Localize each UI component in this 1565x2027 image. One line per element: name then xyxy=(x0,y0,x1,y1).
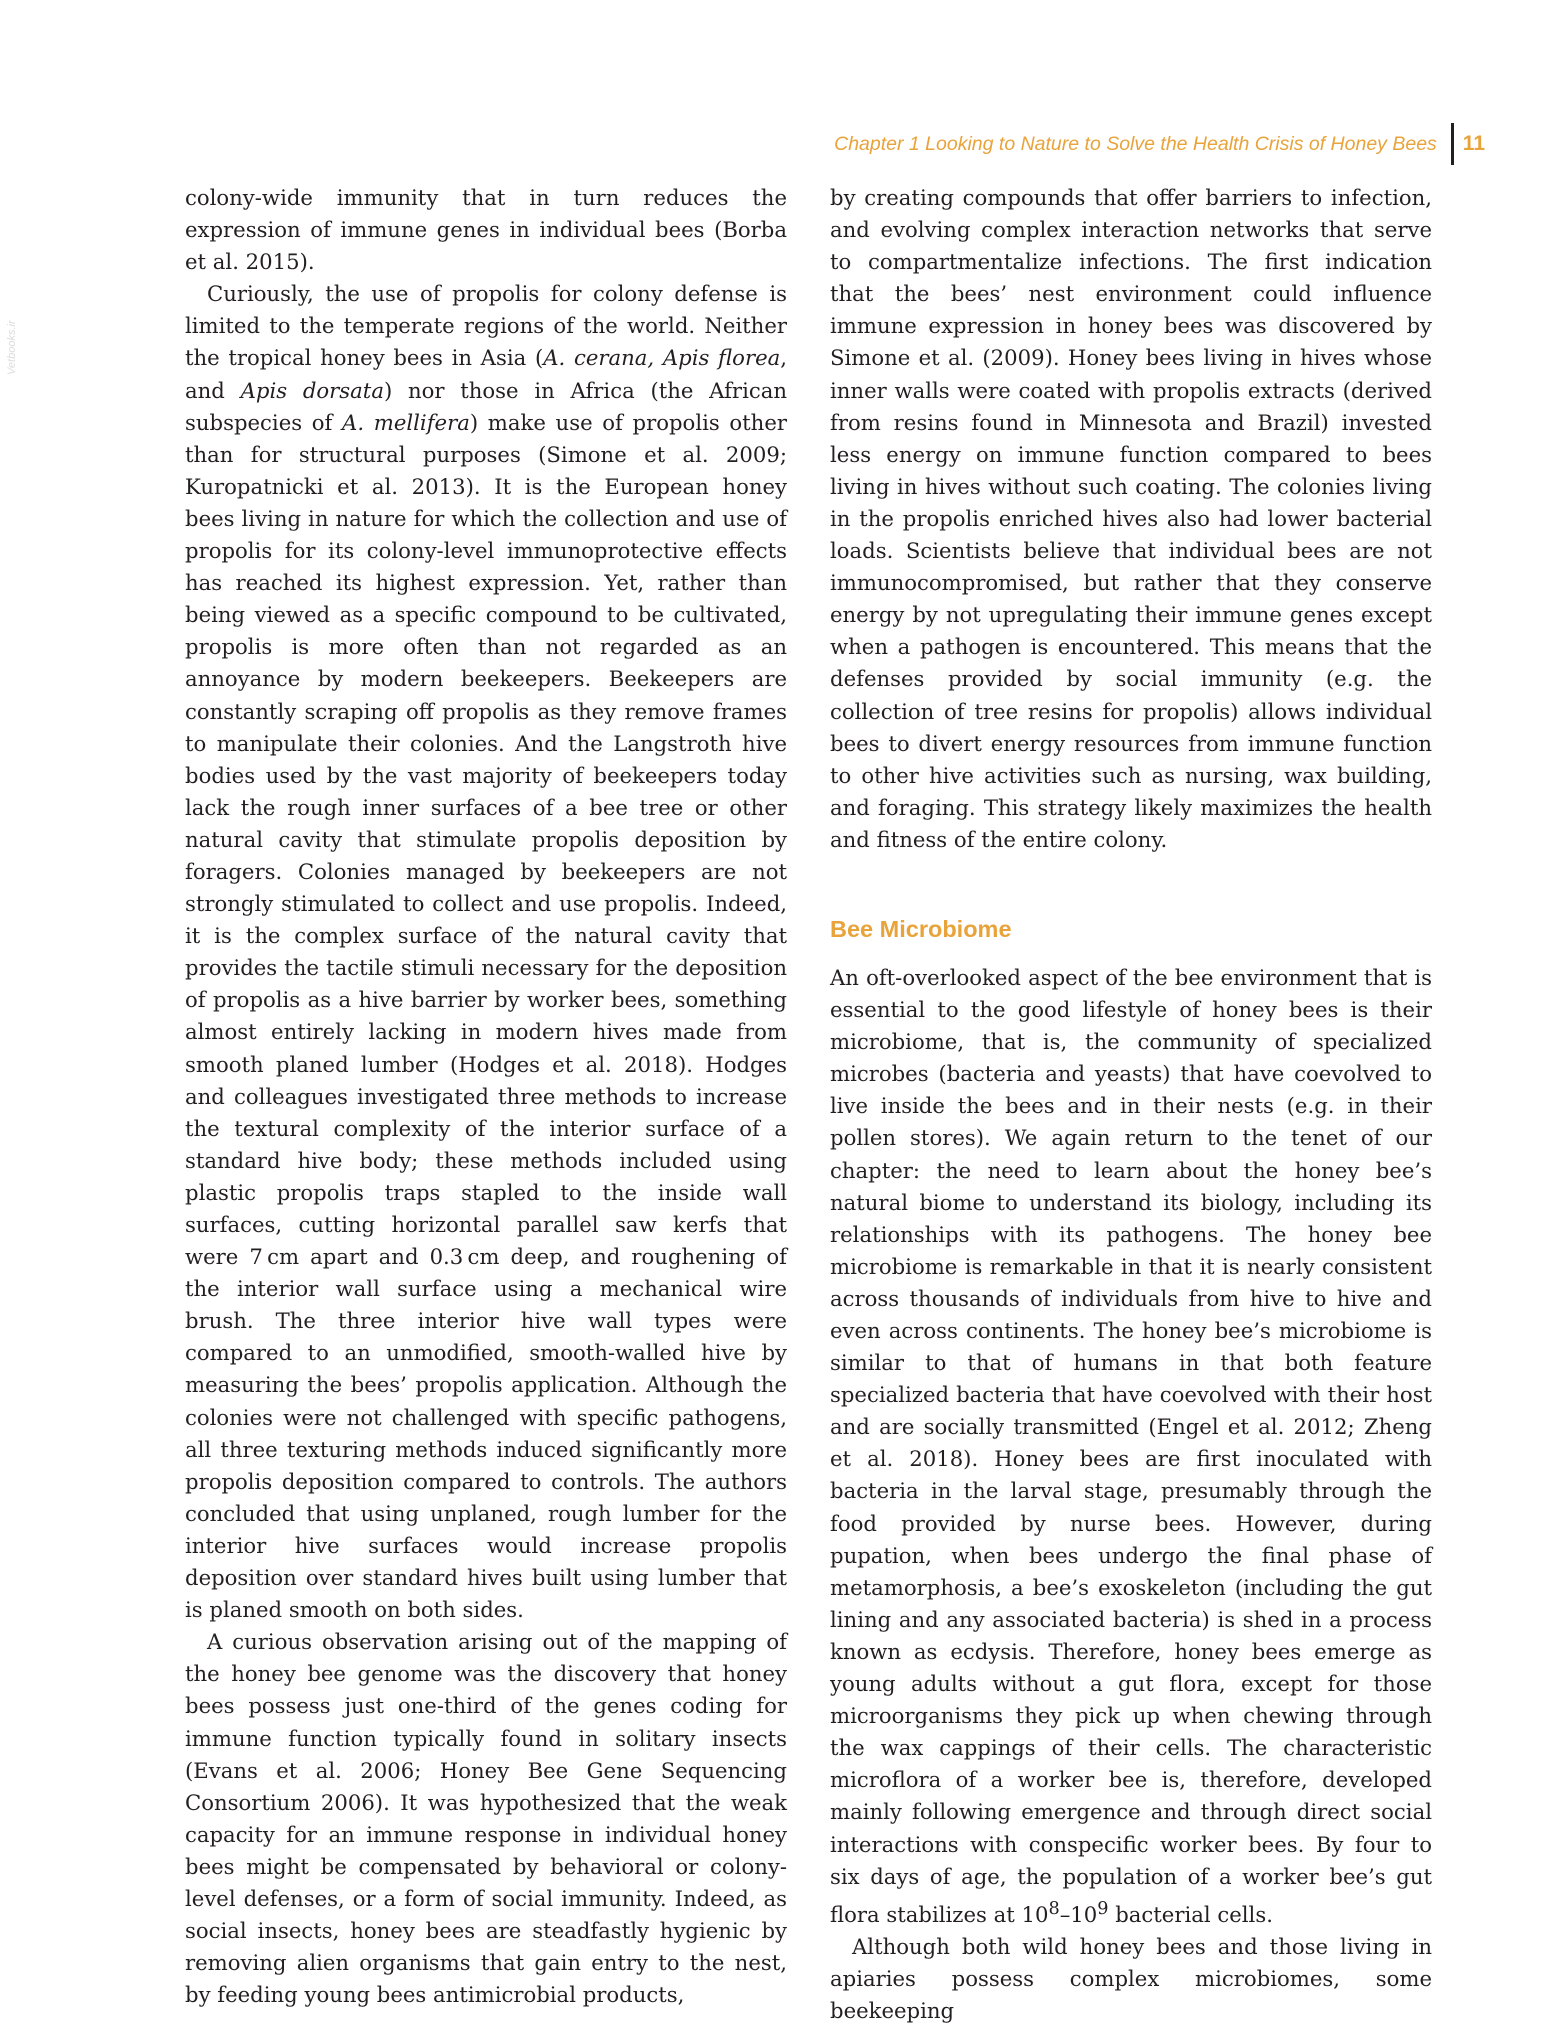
paragraph-left-1: colony-wide immunity that in turn reduces the expression of immune genes in individual bees (Borba et al. 2015). xyxy=(185,185,787,275)
header-divider xyxy=(1451,123,1454,165)
watermark: Vetbooks.ir xyxy=(6,320,18,375)
text-span: ) nor those in Africa (the African subspecies of xyxy=(185,377,787,435)
paragraph-right-3: Although both wild honey bees and those living in apiaries possess complex microbiomes, some beekeeping xyxy=(830,1933,1432,2024)
paragraph-right-2 xyxy=(830,962,1432,1931)
section-heading: Bee Microbiome xyxy=(830,915,1012,942)
species-name: Apis dorsata xyxy=(240,377,384,403)
left-column xyxy=(185,182,787,2011)
paragraph-left-2 xyxy=(185,278,787,1626)
page-number: 11 xyxy=(1462,132,1485,155)
text-span: ) make use of propolis other than for structural purposes (Simone et al. 2009; Kuropatnicki et al. 2013). It is the European honey bees living in nature for which the collection and use of propolis for its colony-level immunoprotective effects has reached its highest expression. Yet, rather than being viewed as a specific compound to be cultivated, propolis is more often than not regarded as an annoyance by modern beekeepers. Beekeepers are constantly scraping off propolis as they remove frames to manipulate their colonies. And the Langstroth hive bodies used by the vast majority of beekeepers today lack the rough inner surfaces of a bee tree or other natural cavity that stimulate propolis deposition by foragers. Colonies managed by beekeepers are not strongly stimulated to collect and use propolis. Indeed, it is the complex surface of the natural cavity that provides the tactile stimuli necessary for the deposition of propolis as a hive barrier by worker bees, something almost entirely lacking in modern hives made from smooth planed lumber (Hodges et al. 2018). Hodges and colleagues investigated three methods to increase the textural complexity of the interior surface of a standard hive body; these methods included using plastic propolis traps stapled to the inside wall surfaces, cutting horizontal parallel saw kerfs that were 7 cm apart and 0.3 cm deep, and roughening of the interior wall surface using a mechanical wire brush. The three interior hive wall types were compared to an unmodified, smooth-walled hive by measuring the bees’ propolis application. Although the colonies were not challenged with specific pathogens, all three texturing methods induced significantly more propolis deposition compared to controls. The authors concluded that using unplaned, rough lumber for the interior hive surfaces would increase propolis deposition over standard hives built using lumber that is planed smooth on both sides. xyxy=(185,409,787,1623)
species-name: A. cerana, Apis florea xyxy=(543,345,781,371)
species-name: A. mellifera xyxy=(342,409,470,435)
text-span: , and xyxy=(185,345,787,403)
paragraph-left-3: A curious observation arising out of the mapping of the honey bee genome was the discovery that honey bees possess just one-third of the genes coding for immune function typically found in solitary insects (Evans et al. 2006; Honey Bee Gene Sequencing Consortium 2006). It was hypothesized that the weak capacity for an immune response in individual honey bees might be compensated by behavioral or colony-level defenses, or a form of social immunity. Indeed, as social insects, honey bees are steadfastly hygienic by removing alien organisms that gain entry to the nest, by feeding young bees antimicrobial products, xyxy=(185,1629,787,2008)
superscript: 8 xyxy=(1048,1898,1060,1919)
text-span: Curiously, the use of propolis for colony defense is limited to the temperate regions of the world. Neither the tropical honey bees in Asia ( xyxy=(185,281,787,371)
superscript: 9 xyxy=(1097,1898,1109,1919)
right-column xyxy=(830,182,1432,2027)
running-header xyxy=(834,124,1485,164)
text-span: –10 xyxy=(1059,1901,1098,1927)
running-title: Chapter 1 Looking to Nature to Solve the Health Crisis of Honey Bees xyxy=(834,132,1437,155)
text-span: bacterial cells. xyxy=(1108,1901,1273,1927)
text-span: An oft-overlooked aspect of the bee environment that is essential to the good lifestyle of honey bees is their microbiome, that is, the community of specialized microbes (bacteria and yeasts) that have coevolved to live inside the bees and in their nests (e.g. in their pollen stores). We again return to the tenet of our chapter: the need to learn about the honey bee’s natural biome to understand its biology, including its relationships with its pathogens. The honey bee microbiome is remarkable in that it is nearly consistent across thousands of individuals from hive to hive and even across continents. The honey bee’s microbiome is similar to that of humans in that both feature specialized bacteria that have coevolved with their host and are socially transmitted (Engel et al. 2012; Zheng et al. 2018). Honey bees are first inoculated with bacteria in the larval stage, presumably through the food provided by nurse bees. However, during pupation, when bees undergo the final phase of metamorphosis, a bee’s exoskeleton (including the gut lining and any associated bacteria) is shed in a process known as ecdysis. Therefore, honey bees emerge as young adults without a gut flora, except for those microorganisms they pick up when chewing through the wax cappings of their cells. The characteristic microflora of a worker bee is, therefore, developed mainly following emergence and through direct social interactions with conspecific worker bees. By four to six days of age, the population of a worker bee’s gut flora stabilizes at 10 xyxy=(830,964,1432,1927)
paragraph-right-1: by creating compounds that offer barriers to infection, and evolving complex interaction networks that serve to compartmentalize infections. The first indication that the bees’ nest environment could influence immune expression in honey bees was discovered by Simone et al. (2009). Honey bees living in hives whose inner walls were coated with propolis extracts (derived from resins found in Minnesota and Brazil) invested less energy on immune function compared to bees living in hives without such coating. The colonies living in the propolis enriched hives also had lower bacterial loads. Scientists believe that individual bees are not immunocompromised, but rather that they conserve energy by not upregulating their immune genes except when a pathogen is encountered. This means that the defenses provided by social immunity (e.g. the collection of tree resins for propolis) allows individual bees to divert energy resources from immune function to other hive activities such as nursing, wax building, and foraging. This strategy likely maximizes the health and fitness of the entire colony. xyxy=(830,185,1432,852)
